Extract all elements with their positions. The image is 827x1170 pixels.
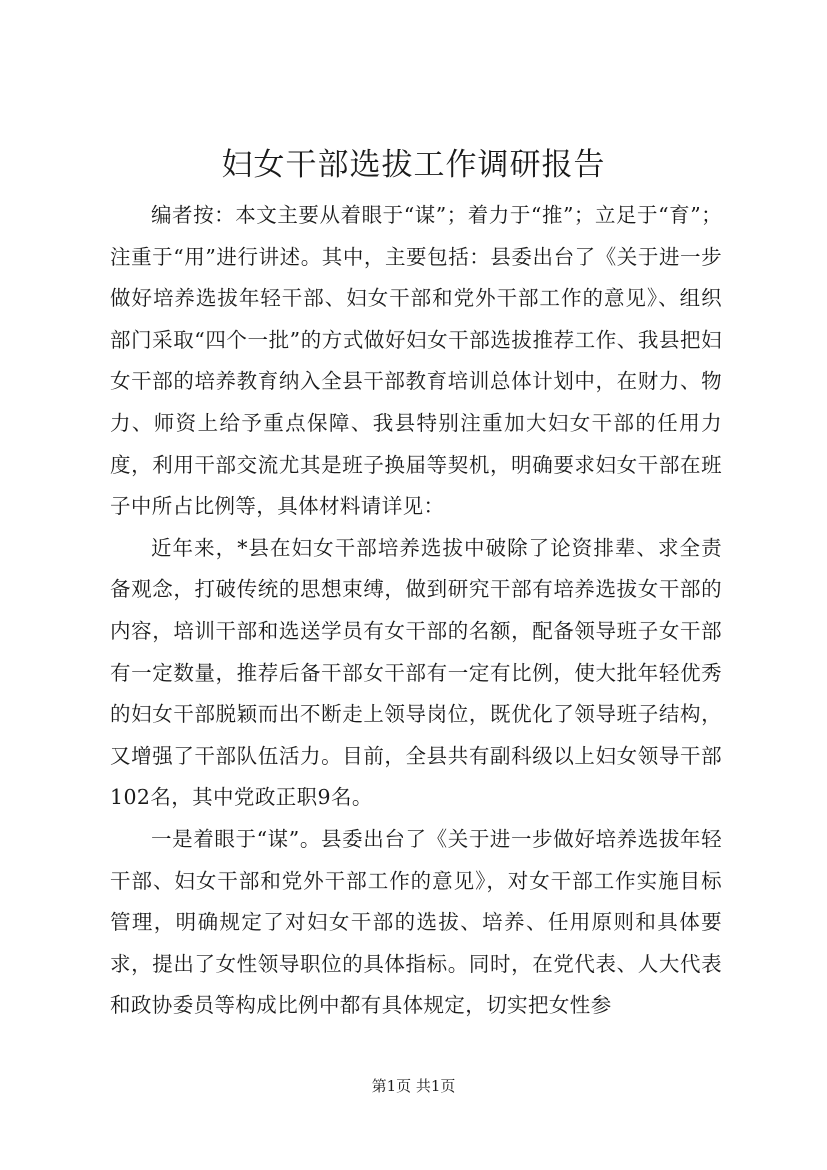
section-one-paragraph: 一是着眼于“谋”。县委出台了《关于进一步做好培养选拔年轻干部、妇女干部和党外干部工作的意见》，对女干部工作实施目标管理，明确规定了对妇女干部的选拔、培养、任用原则和具体要求，提出了女性领导职位的具体指标。同时，在党代表、人大代表和政协委员等构成比例中都有具体规定，切实把女性参 xyxy=(110,826,722,1018)
editor-note-paragraph: 编者按：本文主要从着眼于“谋”；着力于“推”；立足于“育”；注重于“用”进行讲述。其中，主要包括：县委出台了《关于进一步做好培养选拔年轻干部、妇女干部和党外干部工作的意见》、组织部门采取“四个一批”的方式做好妇女干部选拔推荐工作、我县把妇女干部的培养教育纳入全县干部教育培训总体计划中，在财力、物力、师资上给予重点保障、我县特别注重加大妇女干部的任用力度，利用干部交流尤其是班子换届等契机，明确要求妇女干部在班子中所占比例等，具体材料请详见： xyxy=(110,203,722,519)
page-number-footer: 第1页 共1页 xyxy=(371,1077,456,1095)
document-body xyxy=(110,195,722,1027)
document-title: 妇女干部选拔工作调研报告 xyxy=(221,147,606,183)
intro-paragraph: 近年来，*县在妇女干部培养选拔中破除了论资排辈、求全责备观念，打破传统的思想束缚，做到研究干部有培养选拔女干部的内容，培训干部和选送学员有女干部的名额，配备领导班子女干部有一定数量，推荐后备干部女干部有一定有比例，使大批年轻优秀的妇女干部脱颖而出不断走上领导岗位，既优化了领导班子结构，又增强了干部队伍活力。目前，全县共有副科级以上妇女领导干部102名，其中党政正职9名。 xyxy=(110,535,722,810)
